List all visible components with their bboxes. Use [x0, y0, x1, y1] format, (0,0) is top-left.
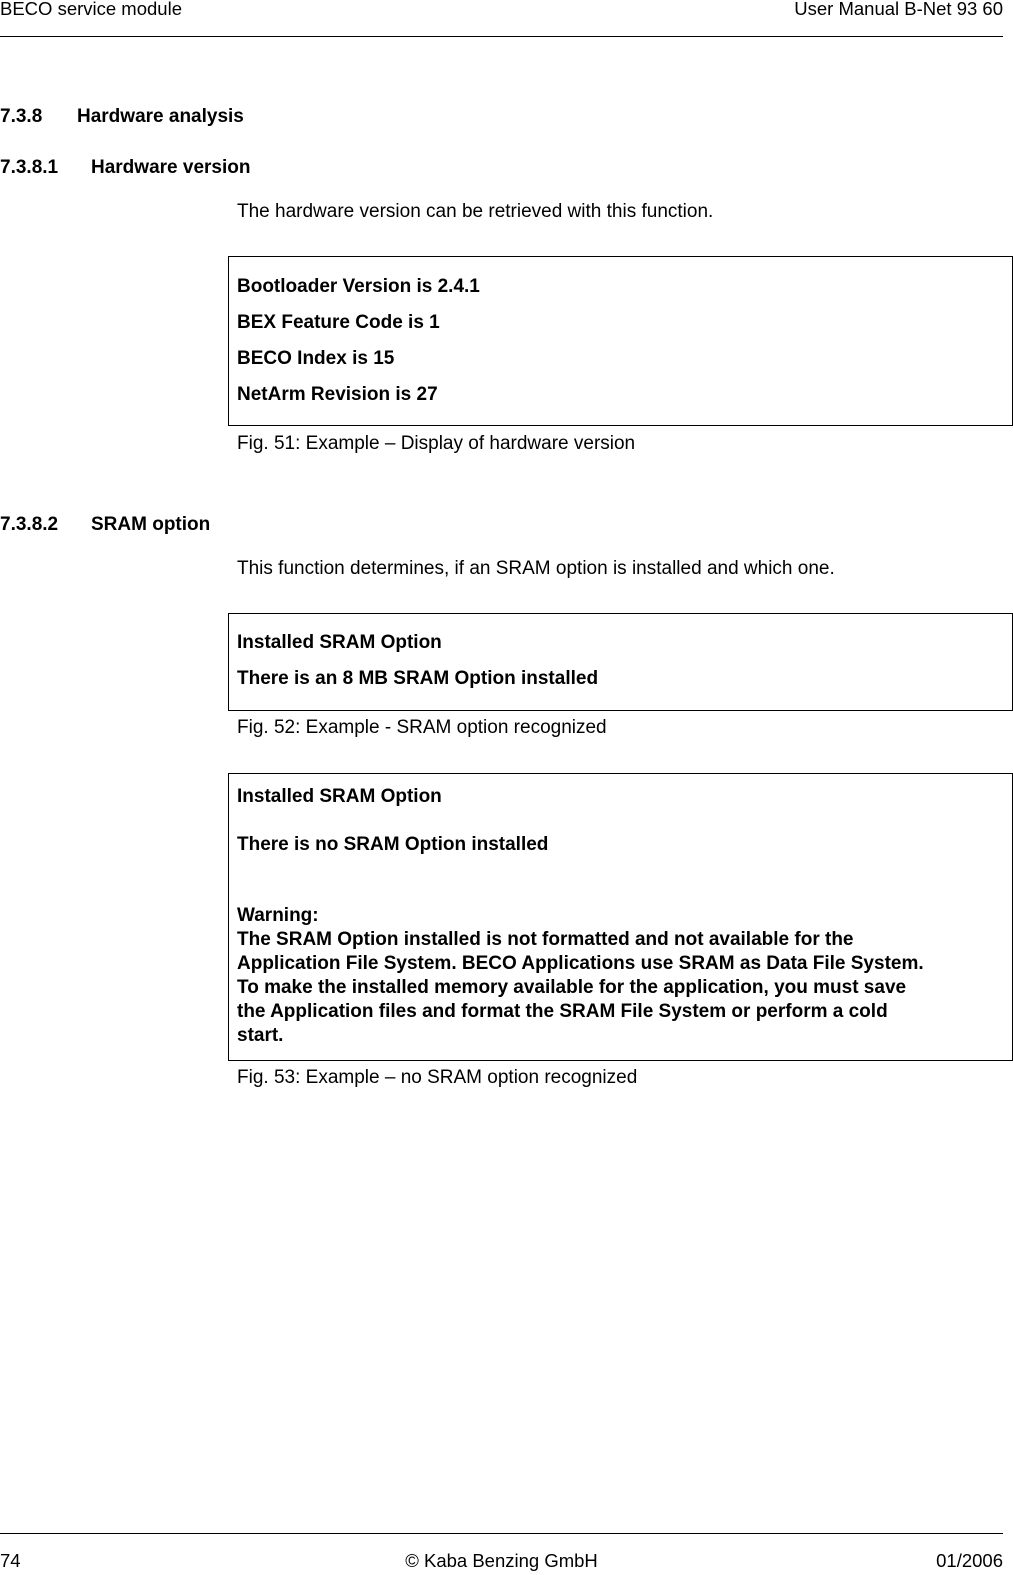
warning-line: start. — [237, 1025, 284, 1046]
section-heading-sram-option — [0, 514, 210, 536]
sram-warning-block — [237, 904, 998, 1048]
no-sram-screen-box — [228, 773, 1013, 1061]
footer-date: 01/2006 — [936, 1550, 1003, 1571]
figure-53-caption: Fig. 53: Example – no SRAM option recognized — [237, 1067, 638, 1088]
section-number: 7.3.8.2 — [0, 514, 59, 535]
section-heading-hardware-analysis — [0, 106, 244, 128]
warning-title: Warning: — [237, 905, 319, 926]
installed-sram-option-label: Installed SRAM Option — [237, 786, 442, 807]
warning-line: The SRAM Option installed is not formatted and not available for the — [237, 929, 854, 950]
page-header — [0, 0, 1003, 37]
hardware-version-screen-box — [228, 256, 1013, 426]
section-title: Hardware version — [91, 157, 251, 178]
section-heading-hardware-version — [0, 157, 250, 179]
figure-52-caption: Fig. 52: Example - SRAM option recognized — [237, 717, 607, 738]
header-manual-title: User Manual B-Net 93 60 — [794, 0, 1003, 19]
beco-index-line: BECO Index is 15 — [237, 348, 395, 369]
page-footer — [0, 1533, 1003, 1574]
warning-line: Application File System. BECO Applications use SRAM as Data File System. — [237, 953, 924, 974]
hardware-version-intro: The hardware version can be retrieved with this function. — [237, 201, 714, 222]
section-title: Hardware analysis — [77, 106, 244, 127]
sram-option-intro: This function determines, if an SRAM option is installed and which one. — [237, 558, 835, 579]
section-number: 7.3.8 — [0, 106, 43, 127]
page-number: 74 — [0, 1550, 21, 1571]
netarm-revision-line: NetArm Revision is 27 — [237, 384, 438, 405]
bex-feature-code-line: BEX Feature Code is 1 — [237, 312, 440, 333]
section-number: 7.3.8.1 — [0, 157, 59, 178]
installed-sram-option-label: Installed SRAM Option — [237, 632, 442, 653]
warning-line: To make the installed memory available for the application, you must save — [237, 977, 907, 998]
section-title: SRAM option — [91, 514, 211, 535]
no-sram-message: There is no SRAM Option installed — [237, 834, 549, 855]
warning-line: the Application files and format the SRAM File System or perform a cold — [237, 1001, 888, 1022]
sram-installed-message: There is an 8 MB SRAM Option installed — [237, 668, 599, 689]
header-document-title: BECO service module — [0, 0, 182, 19]
footer-copyright: © Kaba Benzing GmbH — [405, 1550, 598, 1571]
bootloader-version-line: Bootloader Version is 2.4.1 — [237, 276, 480, 297]
figure-51-caption: Fig. 51: Example – Display of hardware version — [237, 433, 636, 454]
sram-recognized-screen-box — [228, 613, 1013, 711]
